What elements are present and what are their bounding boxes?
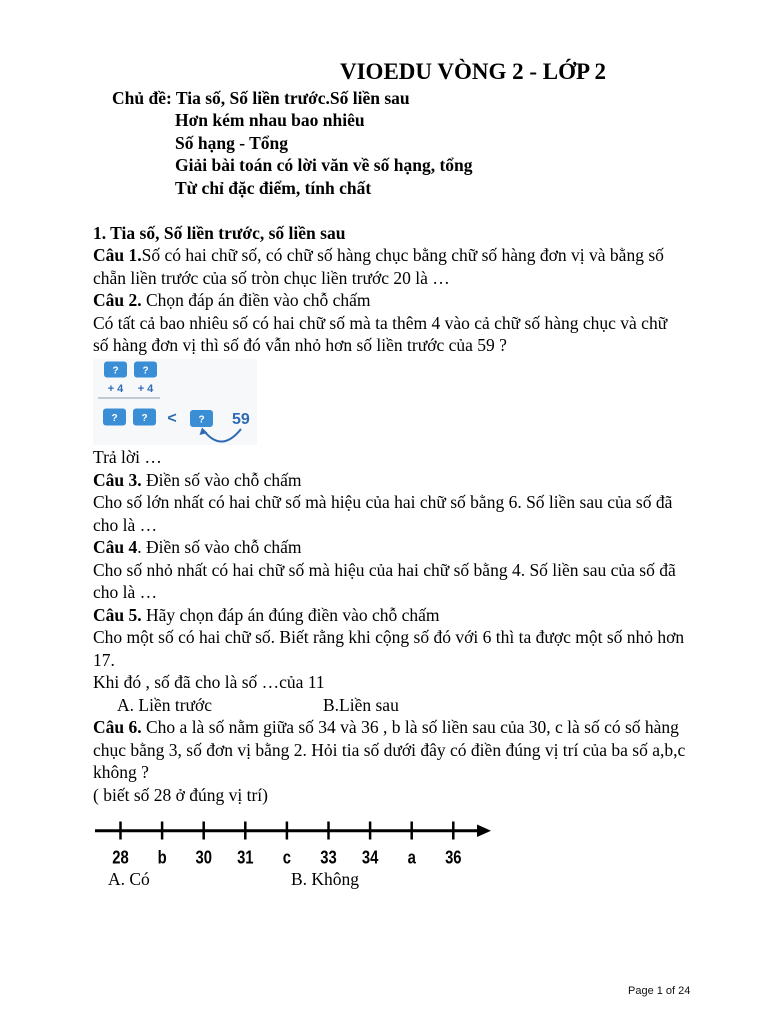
question-3-line: Cho số lớn nhất có hai chữ số mà hiệu của hai chữ số bằng 6. Số liền sau của số đã [93,492,673,513]
question-label: Câu 2. [93,290,142,311]
question-2-line [0,289,768,312]
question-mark: ? [141,412,148,424]
question-5-line: 17. [93,649,115,670]
section-heading: 1. Tia số, Số liền trước, số liền sau [93,222,346,243]
question-2-line: Có tất cả bao nhiêu số có hai chữ số mà ta thêm 4 vào cả chữ số hàng chục và chữ [93,312,668,333]
illustration-figure [0,357,768,447]
topic-line [0,154,768,177]
question-4-line [0,536,768,559]
question-1-line: chẵn liền trước của số tròn chục liền trước 20 là … [93,267,450,288]
question-6-line: ( biết số 28 ở đúng vị trí) [93,784,268,805]
topic-line [0,177,768,200]
document-title: VIOEDU VÒNG 2 - LỚP 2 [340,59,607,84]
question-mark: ? [198,414,205,426]
question-mark: ? [112,365,119,377]
topic-item: Từ chỉ đặc điểm, tính chất [175,177,372,198]
number-line-label: 34 [361,847,379,869]
question-instruction: Chọn đáp án điền vào chỗ chấm [141,290,371,311]
question-instruction: . Điền số vào chỗ chấm [137,537,302,558]
number-line-label: a [407,847,416,869]
question-5-line: Khi đó , số đã cho là số …của 11 [93,672,325,693]
question-5-options [0,694,768,717]
page-number: Page 1 of 24 [628,985,691,997]
answer-line: Trả lời … [93,447,162,468]
question-mark: ? [142,365,149,377]
number-line-label: 36 [445,847,462,869]
number-line-marks [112,822,461,868]
question-3-line [0,469,768,492]
question-4-line: Cho số nhỏ nhất có hai chữ số mà hiệu của hai chữ số bằng 4. Số liền sau của số đã [93,559,676,580]
question-6-line: không ? [93,762,149,783]
question-1-line [0,244,768,267]
number-line-label: 31 [237,847,254,869]
question-mark: ? [111,412,118,424]
question-label: Câu 4 [93,537,138,558]
question-label: Câu 1. [93,245,142,266]
topic-item: Giải bài toán có lời văn về số hạng, tổng [175,155,473,176]
number-line [0,806,768,868]
question-label: Câu 6. [93,717,142,738]
question-text: Số có hai chữ số, có chữ số hàng chục bằng chữ số hàng đơn vị và bằng số [141,245,664,266]
question-2-line: số hàng đơn vị thì số đó vẫn nhỏ hơn số liền trước của 59 ? [93,335,507,356]
document-body [0,87,768,891]
topic-line [0,132,768,155]
number-line-label: 28 [112,847,129,869]
question-6-line: chục bằng 3, số đơn vị bằng 2. Hỏi tia số dưới đây có điền đúng vị trí của ba số a,b,c [93,739,686,760]
question-5-line [0,604,768,627]
blank-line [0,199,768,222]
option-a: A. Liền trước [117,694,213,715]
question-6-line [0,716,768,739]
topic-item: Tia số, Số liền trước.Số liền sau [175,87,410,108]
question-6-options [0,868,768,891]
question-text: Cho a là số nằm giữa số 34 và 36 , b là số liền sau của 30, c là số có số hàng [141,717,679,738]
number-59: 59 [232,410,250,428]
number-line-label: c [282,847,292,869]
less-than-sign: < [167,409,177,427]
add-four-label: + 4 [107,382,124,395]
option-b: B. Không [291,869,360,889]
question-label: Câu 5. [93,604,142,625]
topic-line [0,109,768,132]
question-3-line: cho là … [93,514,158,535]
question-2-illustration [0,357,768,447]
topic-line [0,87,768,110]
question-4-line: cho là … [93,582,158,603]
number-line-figure [0,806,768,868]
question-label: Câu 3. [93,469,142,490]
question-5-line: Cho một số có hai chữ số. Biết rằng khi cộng số đó với 6 thì ta được một số nhỏ hơn [93,627,685,648]
question-instruction: Hãy chọn đáp án đúng điền vào chỗ chấm [141,604,440,625]
question-instruction: Điền số vào chỗ chấm [141,469,302,490]
arrow-right-icon [477,825,491,838]
number-line-label: 33 [320,847,337,869]
number-line-label: 30 [195,847,212,869]
option-b: B.Liền sau [323,694,399,715]
option-a: A. Có [108,869,150,889]
topic-item: Hơn kém nhau bao nhiêu [175,110,365,131]
topic-label: Chủ đề: [112,87,172,108]
topic-item: Số hạng - Tổng [175,132,288,153]
add-four-label: + 4 [137,382,154,395]
number-line-label: b [157,847,167,869]
